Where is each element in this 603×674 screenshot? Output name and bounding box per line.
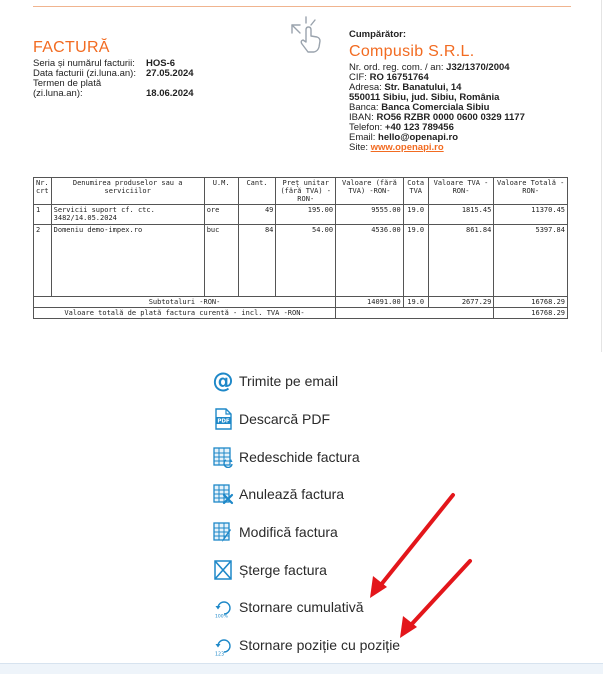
buyer-site-link[interactable]: www.openapi.ro bbox=[370, 142, 444, 153]
cell: 11370.45 bbox=[494, 205, 568, 225]
meta-label: Data facturii (zi.luna.an): bbox=[33, 68, 136, 79]
bottom-bar bbox=[0, 663, 603, 674]
subtotal-total: 16768.29 bbox=[494, 297, 568, 308]
svg-text:@: @ bbox=[212, 370, 234, 392]
meta-value: 27.05.2024 bbox=[146, 68, 194, 79]
action-label: Stornare poziție cu poziție bbox=[239, 637, 401, 653]
cell: 1 bbox=[34, 205, 52, 225]
buyer-cif-label: CIF: bbox=[349, 72, 367, 83]
cell: 49 bbox=[238, 205, 276, 225]
action-label: Anulează factura bbox=[239, 486, 345, 502]
subtotal-rate: 19.0 bbox=[403, 297, 428, 308]
buyer-phone-label: Telefon: bbox=[349, 122, 383, 133]
arrow-to-storno-cumulative bbox=[370, 495, 453, 598]
cell: 9555.00 bbox=[336, 205, 404, 225]
action-label: Trimite pe email bbox=[239, 373, 339, 389]
buyer-address-line1: Str. Banatului, 14 bbox=[384, 82, 462, 93]
cell: 54.00 bbox=[276, 225, 336, 297]
buyer-reg-value: J32/1370/2004 bbox=[446, 62, 510, 73]
cell: 2 bbox=[34, 225, 52, 297]
buyer-iban-value: RO56 RZBR 0000 0600 0329 1177 bbox=[376, 112, 525, 123]
grand-total-value: 16768.29 bbox=[494, 308, 568, 319]
cell: 19.0 bbox=[403, 225, 428, 297]
buyer-bank-label: Banca: bbox=[349, 102, 379, 113]
subtotal-value: 14091.00 bbox=[336, 297, 404, 308]
action-label: Stornare cumulativă bbox=[239, 599, 364, 615]
cell: 195.00 bbox=[276, 205, 336, 225]
meta-label: Seria și numărul facturii: bbox=[33, 58, 135, 69]
meta-value: HOS-6 bbox=[146, 58, 176, 69]
buyer-label: Cumpărător: bbox=[349, 29, 407, 40]
action-label: Redeschide factura bbox=[239, 449, 360, 465]
buyer-reg-label: Nr. ord. reg. com. / an: bbox=[349, 62, 444, 73]
cell: 19.0 bbox=[403, 205, 428, 225]
icon-caption: 100% bbox=[215, 614, 228, 618]
col-header: Valoare Totală -RON- bbox=[494, 178, 568, 205]
buyer-bank-value: Banca Comerciala Sibiu bbox=[381, 102, 490, 113]
subtotal-label: Subtotaluri -RON- bbox=[34, 297, 336, 308]
col-header: Preț unitar (fără TVA) -RON- bbox=[276, 178, 336, 205]
col-header: Denumirea produselor sau a serviciilor bbox=[51, 178, 204, 205]
buyer-email-value: hello@openapi.ro bbox=[378, 132, 459, 143]
svg-text:PDF: PDF bbox=[217, 418, 230, 425]
buyer-address-label: Adresa: bbox=[349, 82, 382, 93]
action-label: Șterge factura bbox=[239, 562, 327, 578]
cell: ore bbox=[204, 205, 238, 225]
col-header: Valoare TVA -RON- bbox=[428, 178, 494, 205]
buyer-name: Compusib S.R.L. bbox=[349, 43, 475, 60]
icon-caption: 123 bbox=[215, 652, 225, 656]
buyer-cif-value: RO 16751764 bbox=[369, 72, 429, 83]
col-header: U.M. bbox=[204, 178, 238, 205]
buyer-address-line2: 550011 Sibiu, jud. Sibiu, România bbox=[349, 92, 500, 103]
col-header: Cota TVA bbox=[403, 178, 428, 205]
cell: 861.84 bbox=[428, 225, 494, 297]
arrow-to-storno-position bbox=[400, 561, 470, 638]
meta-value: 18.06.2024 bbox=[146, 88, 194, 99]
meta-label: Termen de plată (zi.luna.an): bbox=[33, 78, 102, 99]
buyer-email-label: Email: bbox=[349, 132, 376, 143]
action-label: Descarcă PDF bbox=[239, 411, 331, 427]
col-header: Cant. bbox=[238, 178, 276, 205]
buyer-iban-label: IBAN: bbox=[349, 112, 374, 123]
buyer-site-label: Site: bbox=[349, 142, 369, 153]
cell: 1815.45 bbox=[428, 205, 494, 225]
cell: buc bbox=[204, 225, 238, 297]
col-header: Nr. crt bbox=[34, 178, 52, 205]
action-label: Modifică factura bbox=[239, 524, 338, 540]
buyer-phone-value: +40 123 789456 bbox=[384, 122, 454, 133]
cell: Servicii suport cf. ctc. 3482/14.05.2024 bbox=[51, 205, 204, 225]
invoice-title: FACTURĂ bbox=[33, 39, 110, 56]
cell: 4536.00 bbox=[336, 225, 404, 297]
subtotal-vat: 2677.29 bbox=[428, 297, 494, 308]
grand-total-label: Valoare totală de plată factura curentă - incl. TVA -RON- bbox=[34, 308, 336, 319]
cell: 5397.84 bbox=[494, 225, 568, 297]
cell: 84 bbox=[238, 225, 276, 297]
cell: Domeniu demo-impex.ro bbox=[51, 225, 204, 297]
col-header: Valoare (fără TVA) -RON- bbox=[336, 178, 404, 205]
